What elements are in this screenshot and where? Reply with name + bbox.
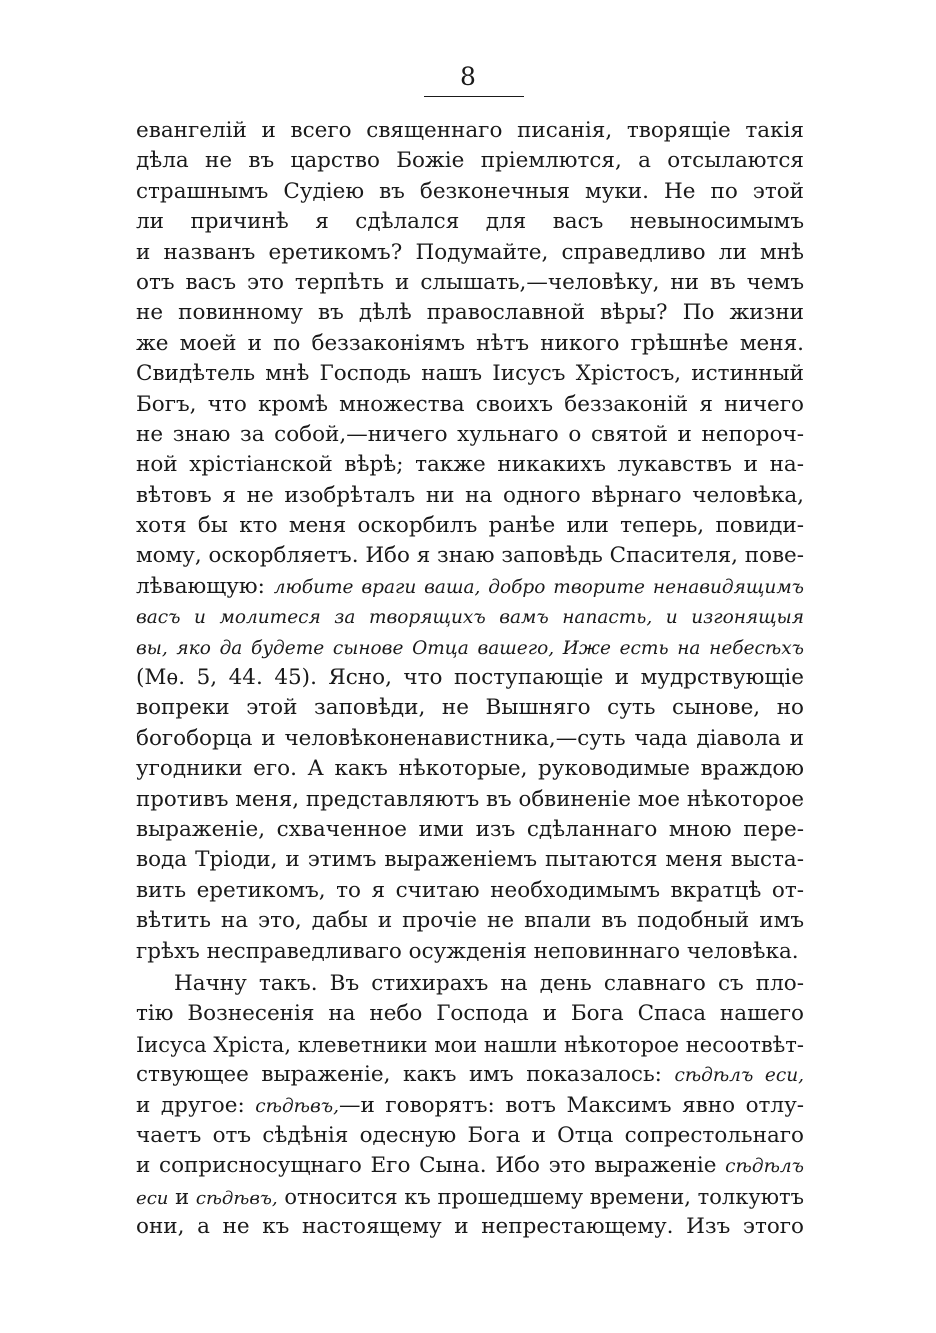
text-line: хотя бы кто меня оскорбилъ ранѣе или теперь, повиди- — [136, 513, 804, 539]
quoted-expression: сѣдѣлъ — [725, 1156, 804, 1178]
text-line: еси и сѣдѣвъ, относится къ прошедшему времени, толкуютъ — [136, 1184, 804, 1209]
text-line: чаетъ отъ сѣдѣнія одесную Бога и Отца сопрестольнаго — [136, 1122, 804, 1148]
text-line: не знаю за собой,—ничего хульнаго о святой и непороч- — [136, 421, 804, 447]
text-line: противъ меня, представляютъ въ обвиненіе мое нѣкоторое — [136, 786, 804, 812]
text-line — [136, 602, 804, 632]
text-line: и соприсносущнаго Его Сына. Ибо это выраженіе сѣдѣлъ — [136, 1153, 804, 1179]
scripture-quote: васъ и молитеся за творящихъ вамъ напасть, и изгонящыя — [136, 607, 804, 629]
text-line: богоборца и человѣконенавистника,—суть чада діавола и — [136, 725, 804, 751]
text-line: грѣхъ несправедливаго осужденія неповиннаго человѣка. — [136, 938, 799, 964]
page-number: 8 — [460, 62, 476, 91]
text-line: евангелій и всего священнаго писанія, творящіе такія — [136, 118, 804, 143]
text-line: Свидѣтель мнѣ Господь нашъ Іисусъ Хрістосъ, истинный — [136, 361, 804, 387]
text-line: и названъ еретикомъ? Подумайте, справедливо ли мнѣ — [136, 239, 804, 265]
text-line: выраженіе, схваченное ими изъ сдѣланнаго мною пере- — [136, 816, 804, 842]
text-line: они, а не къ настоящему и непрестающему. Изъ этого — [136, 1214, 804, 1240]
paragraph-start-line: Начну такъ. Въ стихирахъ на день славнаго съ пло- — [174, 970, 804, 996]
text-line: лѣвающую: любите враги ваша, добро творите ненавидящимъ — [136, 573, 804, 599]
quoted-expression: сѣдѣвъ, — [195, 1187, 278, 1209]
text-line: отъ васъ это терпѣть и слышать,—человѣку, ни въ чемъ — [136, 269, 804, 295]
page-number-rule — [424, 96, 524, 97]
text-line: вить еретикомъ, то я считаю необходимымъ вкратцѣ от- — [136, 877, 804, 903]
text-line: ной хрістіанской вѣрѣ; также никакихъ лукавствъ и на- — [136, 452, 804, 478]
text-line: вѣтить на это, дабы и прочіе не впали въ подобный имъ — [136, 908, 804, 934]
text-line: ствующее выраженіе, какъ имъ показалось: сѣдѣлъ еси, — [136, 1062, 804, 1088]
text-line: тію Вознесенія на небо Господа и Бога Спаса нашего — [136, 1001, 804, 1027]
text-line: же моей и по беззаконіямъ нѣтъ никого грѣшнѣе меня. — [136, 330, 804, 356]
text-line: угодники его. А какъ нѣкоторые, руководимые враждою — [136, 756, 804, 782]
text-line: вода Тріоди, и этимъ выраженіемъ пытаются меня выста- — [136, 847, 804, 873]
text-line: Богъ, что кромѣ множества своихъ беззаконій я ничего — [136, 391, 804, 417]
scripture-quote: любите враги ваша, добро творите ненавидящимъ — [273, 576, 804, 598]
text-line: (Мѳ. 5, 44. 45). Ясно, что поступающіе и мудрствующіе — [136, 665, 804, 691]
text-line: вѣтовъ я не изобрѣталъ ни на одного вѣрнаго человѣка, — [136, 482, 804, 508]
text-line: не повинному въ дѣлѣ православной вѣры? По жизни — [136, 300, 804, 326]
text-line: вопреки этой заповѣди, не Вышняго суть сынове, но — [136, 695, 804, 721]
text-line: Іисуса Хріста, клеветники мои нашли нѣкоторое несоотвѣт- — [136, 1032, 804, 1057]
text-line: и другое: сѣдѣвъ,—и говорятъ: вотъ Максимъ явно отлу- — [136, 1092, 804, 1118]
scripture-quote: вы, яко да будете сынове Отца вашего, Иже есть на небесѣхъ — [136, 637, 804, 659]
quoted-expression: сѣдѣвъ, — [255, 1095, 339, 1117]
text-line: мому, оскорбляетъ. Ибо я знаю заповѣдь Спасителя, повe- — [136, 543, 804, 569]
text-line — [136, 633, 804, 663]
body-text — [136, 116, 804, 1242]
quoted-expression: еси — [136, 1187, 169, 1209]
text-line: ли причинѣ я сдѣлался для васъ невыносимымъ — [136, 209, 804, 235]
quoted-expression: сѣдѣлъ еси, — [674, 1065, 804, 1087]
text-line: дѣла не въ царство Божіе пріемлются, а отсылаются — [136, 148, 804, 174]
text-line: страшнымъ Судіею въ безконечныя муки. Не по этой — [136, 178, 804, 204]
